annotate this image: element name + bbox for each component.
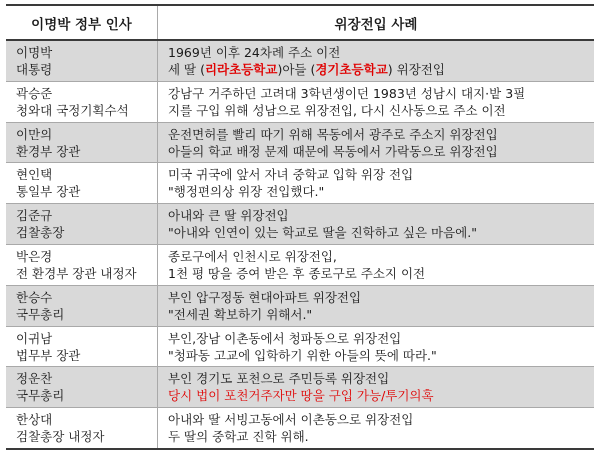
person-title: 검찰총장 내정자 bbox=[16, 429, 105, 445]
case-line-1: 종로구에서 인천시로 위장전입, bbox=[168, 248, 337, 264]
table-row bbox=[6, 82, 594, 123]
person-title: 청와대 국정기획수석 bbox=[16, 102, 129, 118]
case-cell bbox=[157, 41, 594, 81]
person-name: 곽승준 bbox=[16, 85, 53, 101]
person-title: 통일부 장관 bbox=[16, 184, 81, 200]
case-line-1: 1969년 이후 24차례 주소 이전 bbox=[168, 45, 341, 60]
case-line-2: 아들의 학교 배정 문제 때문에 목동에서 가락동으로 위장전입 bbox=[168, 143, 498, 159]
case-line-2 bbox=[168, 61, 594, 78]
case-line-2: 지를 구입 위해 성남으로 위장전입, 다시 신사동으로 주소 이전 bbox=[168, 102, 506, 118]
person-cell bbox=[6, 245, 157, 285]
highlight-school-1: 리라초등학교 bbox=[204, 62, 278, 77]
case-cell bbox=[157, 367, 594, 407]
case-text: 세 딸 ( bbox=[168, 62, 205, 77]
person-cell bbox=[6, 163, 157, 203]
header-person: 이명박 정부 인사 bbox=[31, 16, 132, 33]
case-text: ) 위장전입 bbox=[387, 62, 445, 77]
case-cell bbox=[157, 408, 594, 448]
case-line-1: 부인 경기도 포천으로 주민등록 위장전입 bbox=[168, 371, 390, 387]
person-name: 박은경 bbox=[16, 248, 53, 264]
table-row bbox=[6, 245, 594, 286]
appointee-fake-address-table bbox=[6, 4, 594, 450]
case-text: )아들 ( bbox=[277, 62, 316, 77]
person-title: 검찰총장 bbox=[16, 225, 65, 241]
case-cell bbox=[157, 163, 594, 203]
case-line-2: 두 딸의 중학교 진학 위해. bbox=[168, 429, 309, 445]
table-row bbox=[6, 123, 594, 164]
header-case: 위장전입 사례 bbox=[157, 6, 594, 39]
person-name: 현인택 bbox=[16, 167, 53, 183]
highlight-school-2: 경기초등학교 bbox=[315, 62, 388, 77]
person-name: 김준규 bbox=[16, 208, 53, 224]
table-header bbox=[6, 6, 594, 41]
person-name: 한승수 bbox=[16, 289, 53, 305]
person-title: 국무총리 bbox=[16, 306, 65, 322]
case-cell bbox=[157, 286, 594, 326]
case-line-1: 미국 귀국에 앞서 자녀 중학교 입학 위장 전입 bbox=[168, 167, 414, 183]
case-line-2: "행정편의상 위장 전입했다." bbox=[168, 184, 325, 200]
table-row bbox=[6, 163, 594, 204]
person-title: 국무총리 bbox=[16, 388, 65, 404]
person-cell bbox=[6, 408, 157, 448]
case-line-2: 1천 평 땅을 증여 받은 후 종로구로 주소지 이전 bbox=[168, 265, 426, 281]
case-line-1: 아내와 큰 딸 위장전입 bbox=[168, 208, 289, 224]
person-name: 이귀남 bbox=[16, 330, 53, 346]
person-title: 환경부 장관 bbox=[16, 143, 81, 159]
table-row bbox=[6, 367, 594, 408]
table-row bbox=[6, 286, 594, 327]
person-title: 법무부 장관 bbox=[16, 347, 81, 363]
case-line-1: 아내와 딸 서빙고동에서 이촌동으로 위장전입 bbox=[168, 412, 414, 428]
case-line-1: 강남구 거주하던 고려대 3학년생이던 1983년 성남시 대지·밭 3필 bbox=[168, 85, 526, 101]
case-cell bbox=[157, 82, 594, 122]
case-cell bbox=[157, 204, 594, 244]
case-line-2-highlight: 당시 법이 포천거주자만 땅을 구입 가능/투기의혹 bbox=[168, 388, 434, 404]
table-row bbox=[6, 41, 594, 82]
person-cell bbox=[6, 204, 157, 244]
case-line-1: 부인 압구정동 현대아파트 위장전입 bbox=[168, 289, 362, 305]
person-cell bbox=[6, 82, 157, 122]
table-row bbox=[6, 204, 594, 245]
case-cell bbox=[157, 245, 594, 285]
person-cell bbox=[6, 367, 157, 407]
person-title: 전 환경부 장관 내정자 bbox=[16, 265, 137, 281]
case-line-2: "아내와 인연이 있는 학교로 딸을 진학하고 싶은 마음에." bbox=[168, 225, 477, 241]
person-cell bbox=[6, 286, 157, 326]
person-name: 정운찬 bbox=[16, 371, 53, 387]
case-line-1: 부인,장남 이촌동에서 청파동으로 위장전입 bbox=[168, 330, 402, 346]
person-cell bbox=[6, 41, 157, 81]
person-name: 한상대 bbox=[16, 412, 53, 428]
case-cell bbox=[157, 327, 594, 367]
case-cell bbox=[157, 123, 594, 163]
case-line-1: 운전면허를 빨리 따기 위해 목동에서 광주로 주소지 위장전입 bbox=[168, 126, 498, 142]
person-name: 이명박 bbox=[16, 45, 53, 60]
case-line-2: "전세권 확보하기 위해서." bbox=[168, 306, 313, 322]
person-title: 대통령 bbox=[16, 62, 53, 77]
person-cell bbox=[6, 123, 157, 163]
person-name: 이만의 bbox=[16, 126, 53, 142]
table-row bbox=[6, 327, 594, 368]
person-cell bbox=[6, 327, 157, 367]
case-line-2: "청파동 고교에 입학하기 위한 아들의 뜻에 따라." bbox=[168, 347, 437, 363]
table-row bbox=[6, 408, 594, 448]
